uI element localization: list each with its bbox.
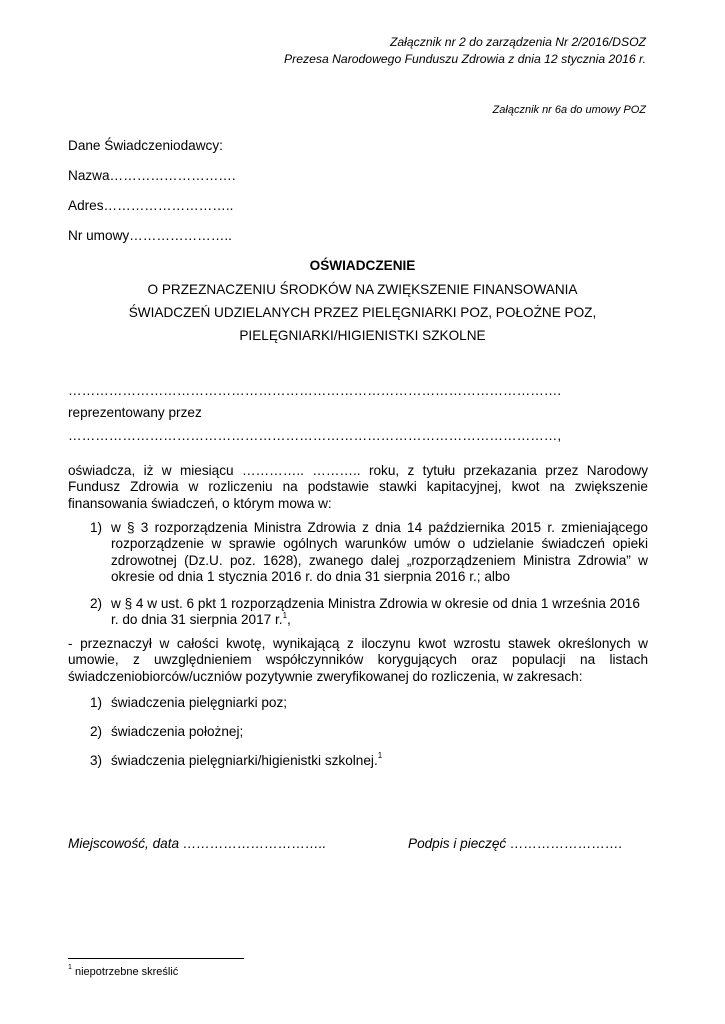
footnote-text: niepotrzebne skreślić bbox=[74, 966, 179, 978]
scope-item-text: świadczenia pielęgniarki/higienistki szkolnej. bbox=[111, 753, 378, 768]
legal-item-tail: , bbox=[287, 612, 291, 628]
legal-item-2 bbox=[90, 596, 648, 629]
footnote-reference: 1 bbox=[377, 751, 383, 761]
legal-item-1 bbox=[90, 520, 648, 585]
annex-reference: Załącznik nr 6a do umowy POZ bbox=[492, 104, 646, 116]
list-number: 2) bbox=[90, 596, 103, 611]
scope-item-text-wrap bbox=[111, 753, 648, 769]
contract-number-field: Nr umowy………………….. bbox=[68, 228, 232, 243]
document-title: OŚWIADCZENIE bbox=[309, 258, 416, 273]
provider-blank-line: ………………………………………………………………………………………………. bbox=[68, 383, 562, 398]
document-subtitle-line3: PIELĘGNIARKI/HIGIENISTKI SZKOLNE bbox=[239, 328, 486, 343]
list-number: 3) bbox=[90, 753, 103, 768]
footnote bbox=[68, 966, 178, 978]
allocation-paragraph: - przeznaczył w całości kwotę, wynikającą z iloczynu kwot wzrostu stawek określonych w umowie, z uwzględnieniem współczynników korygujących oraz populacji na listach świadczeniobiorców/uczniów pozytywnie zweryfikowanej do rozliczenia, w zakresach: bbox=[68, 636, 648, 684]
scope-item-text: świadczenia położnej; bbox=[111, 724, 244, 739]
provider-name-field: Nazwa………………………. bbox=[68, 168, 236, 183]
provider-address-field: Adres……………………….. bbox=[68, 198, 234, 213]
declaration-paragraph: oświadcza, iż w miesiącu ………….. ……….. roku, z tytułu przekazania przez Narodowy Fundusz Zdrowia w rozliczeniu na podstawie stawki kapitacyjnej, kwot na zwiększenie finansowania świadczeń, o którym mowa w: bbox=[68, 463, 648, 511]
place-date-field: Miejscowość, data ………………………….. bbox=[68, 836, 327, 851]
scope-item-1 bbox=[90, 695, 648, 711]
document-subtitle-line2: ŚWIADCZEŃ UDZIELANYCH PRZEZ PIELĘGNIARKI POZ, POŁOŻNE POZ, bbox=[128, 305, 597, 320]
signature-stamp-field: Podpis i pieczęć ……………………. bbox=[408, 836, 623, 851]
list-number: 2) bbox=[90, 724, 103, 739]
provider-heading: Dane Świadczeniodawcy: bbox=[68, 138, 223, 153]
scope-item-text: świadczenia pielęgniarki poz; bbox=[111, 695, 288, 710]
scope-item-3 bbox=[90, 753, 648, 769]
footnote-marker: 1 bbox=[68, 964, 72, 972]
represented-by-label: reprezentowany przez bbox=[68, 405, 202, 420]
footnote-separator bbox=[68, 958, 244, 959]
footnote-reference: 1 bbox=[282, 610, 288, 620]
list-number: 1) bbox=[90, 520, 103, 535]
annex-header-line1: Załącznik nr 2 do zarządzenia Nr 2/2016/DSOZ bbox=[389, 35, 646, 49]
legal-item-text: w § 4 w ust. 6 pkt 1 rozporządzenia Ministra Zdrowia w okresie od dnia 1 września 2016 r. do dnia 31 sierpnia 2017 r. bbox=[111, 596, 640, 628]
legal-item-text-wrap bbox=[111, 596, 648, 629]
scope-item-2 bbox=[90, 724, 648, 740]
annex-header-line2: Prezesa Narodowego Funduszu Zdrowia z dnia 12 stycznia 2016 r. bbox=[284, 52, 646, 66]
representative-blank-line: ………………………………………………………………………………………………, bbox=[68, 428, 562, 443]
list-number: 1) bbox=[90, 695, 103, 710]
legal-item-text: w § 3 rozporządzenia Ministra Zdrowia z dnia 14 października 2015 r. zmieniającego rozporządzenie w sprawie ogólnych warunków umów o udzielanie świadczeń opieki zdrowotnej (Dz.U. poz. 1628), zwanego dalej „rozporządzeniem Ministra Zdrowia” w okresie od dnia 1 stycznia 2016 r. do dnia 31 sierpnia 2016 r.; albo bbox=[111, 520, 648, 584]
document-subtitle-line1: O PRZEZNACZENIU ŚRODKÓW NA ZWIĘKSZENIE FINANSOWANIA bbox=[147, 282, 578, 297]
